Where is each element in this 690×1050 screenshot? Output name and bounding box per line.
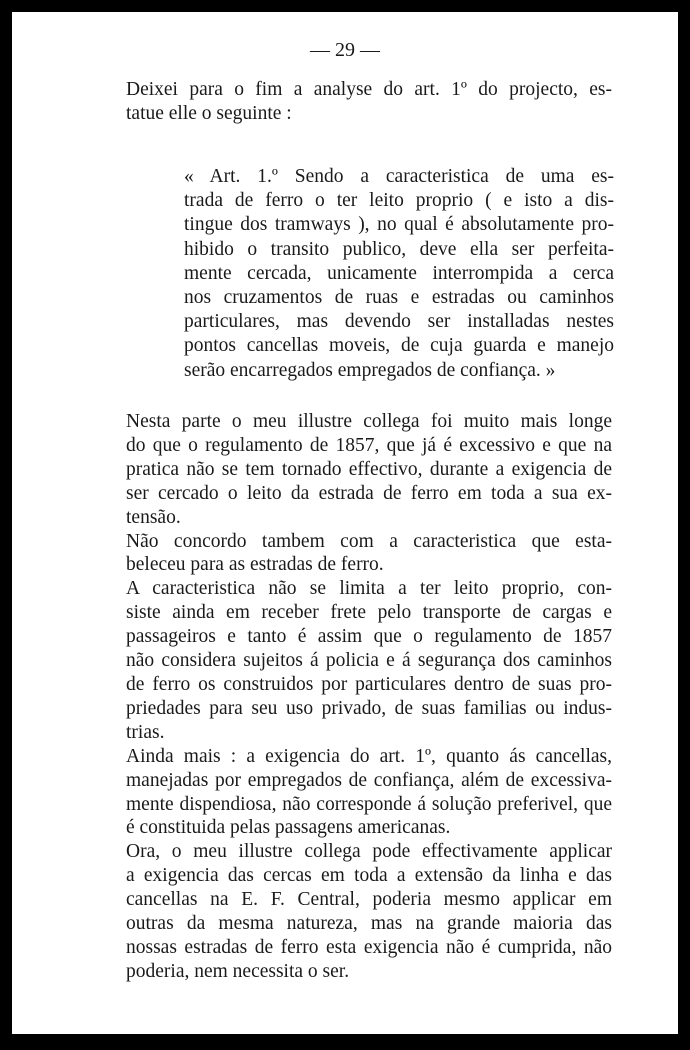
text-line: outras da mesma natureza, mas na grande maioria das (126, 913, 612, 935)
text-line: beleceu para as estradas de ferro. (126, 554, 384, 576)
page-number: — 29 — (310, 39, 380, 61)
quoted-article (156, 165, 614, 383)
document-page (12, 12, 678, 1034)
text-line: Não concordo tambem com a caracteristica que esta- (126, 530, 612, 552)
text-line: é constituida pelas passagens americanas. (126, 817, 451, 839)
text-line: priedades para seu uso privado, de suas familias ou indus- (126, 697, 612, 719)
main-text (82, 410, 612, 984)
text-line: Ora, o meu illustre collega pode effectivamente applicar (126, 841, 612, 863)
text-line: nossas estradas de ferro esta exigencia não é cumprida, não (126, 936, 612, 958)
intro-paragraph (82, 78, 612, 126)
text-line: a exigencia das cercas em toda a extensão da linha e das (126, 865, 612, 887)
paragraph (82, 530, 612, 578)
text-line: A caracteristica não se limita a ter leito proprio, con- (126, 578, 612, 600)
paragraph (82, 840, 612, 983)
text-line: cancellas na E. F. Central, poderia mesmo applicar em (126, 889, 612, 911)
text-line: tatue elle o seguinte : (126, 102, 292, 124)
paragraph (82, 745, 612, 841)
text-line: poderia, nem necessita o ser. (126, 960, 350, 982)
quote-line: trada de ferro o ter leito proprio ( e isto a dis- (184, 190, 614, 212)
text-line: Ainda mais : a exigencia do art. 1º, quanto ás cancellas, (126, 745, 612, 767)
quote-line: « Art. 1.º Sendo a caracteristica de uma es- (184, 166, 614, 187)
text-line: ser cercado o leito da estrada de ferro em toda a sua ex- (126, 482, 612, 504)
text-line: trias. (126, 721, 165, 743)
quote-line: tingue dos tramways ), no qual é absolutamente pro- (184, 214, 614, 236)
quote-line: nos cruzamentos de ruas e estradas ou caminhos (184, 287, 614, 309)
text-line: pratica não se tem tornado effectivo, durante a exigencia de (126, 458, 612, 480)
text-line: mente dispendiosa, não corresponde á solução preferivel, que (126, 793, 612, 815)
text-line: do que o regulamento de 1857, que já é excessivo e que na (126, 434, 612, 456)
text-line: passageiros e tanto é assim que o regulamento de 1857 (126, 626, 612, 648)
text-line: Deixei para o fim a analyse do art. 1º do projecto, es- (126, 79, 612, 100)
paragraph (82, 410, 612, 530)
quote-line: mente cercada, unicamente interrompida a cerca (184, 262, 614, 284)
quote-line: pontos cancellas moveis, de cuja guarda e manejo (184, 335, 614, 357)
paragraph (82, 577, 612, 744)
text-line: tensão. (126, 506, 181, 528)
quote-line: serão encarregados empregados de confiança. » (184, 359, 556, 381)
quote-line: hibido o transito publico, deve ella ser perfeita- (184, 238, 614, 260)
text-line: manejadas por empregados de confiança, além de excessiva- (126, 769, 612, 791)
quote-line: particulares, mas devendo ser installadas nestes (184, 311, 614, 333)
text-line: Nesta parte o meu illustre collega foi muito mais longe (126, 411, 612, 432)
text-line: de ferro os construidos por particulares dentro de suas pro- (126, 673, 612, 695)
text-line: não considera sujeitos á policia e á segurança dos caminhos (126, 650, 612, 672)
text-line: siste ainda em receber frete pelo transporte de cargas e (126, 602, 612, 624)
